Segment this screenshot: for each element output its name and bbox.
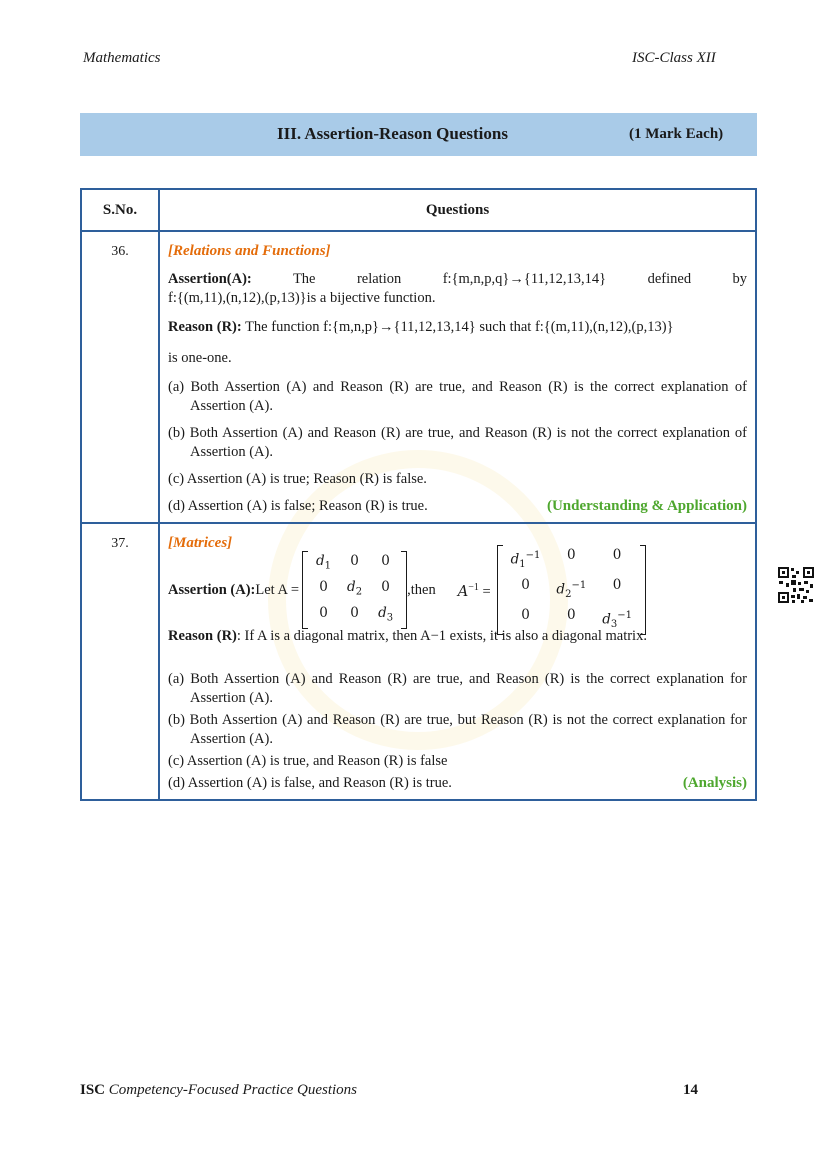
matrix-inv-cell: $d_3^{-1}$ [602, 610, 632, 631]
topic-label: [Matrices] [168, 535, 233, 551]
matrix-a-cell: 0 [381, 553, 390, 570]
then-text: ,then [407, 581, 436, 598]
questions-header: Questions [159, 189, 756, 231]
questions-table [80, 188, 757, 801]
option-b: (b) Both Assertion (A) and Reason (R) are true, and Reason (R) is not the correct explanation of Assertion (A). [168, 425, 747, 460]
table-row [81, 523, 756, 800]
matrix-a-cell: $d_1$ [316, 553, 332, 573]
reason-continuation: is one-one. [168, 350, 232, 366]
matrix-inv-cell: 0 [567, 607, 576, 624]
matrix-inv-cell: 0 [567, 546, 576, 563]
qr-code-icon [777, 566, 815, 604]
question-body [159, 523, 756, 800]
assertion-label: Assertion (A): [168, 581, 256, 598]
header-subject: Mathematics [83, 50, 161, 66]
assertion-matrix-row [168, 546, 747, 631]
sno-header: S.No. [81, 189, 159, 231]
footer-board: ISC [80, 1082, 106, 1098]
matrix-inv-cell: $d_2^{-1}$ [556, 579, 587, 601]
reason [168, 627, 747, 646]
matrix-a-cell: 0 [381, 579, 390, 596]
matrix-a-cell: 0 [319, 579, 328, 596]
reason-text: : If A is a diagonal matrix, then A−1 exists, it is also a diagonal matrix. [236, 628, 647, 644]
assertion-word: relation [356, 271, 402, 287]
assertion-word: defined [647, 271, 692, 287]
reason-label: Reason (R) [168, 628, 237, 644]
matrix-a-cell: 0 [350, 553, 359, 570]
competency-tag: (Understanding & Application) [546, 498, 747, 514]
matrix-inverse [497, 545, 646, 636]
assertion [168, 270, 747, 308]
option-d-row [168, 774, 747, 793]
reason-text: The function f:{m,n,p}→{11,12,13,14} such that f:{(m,11),(n,12),(p,13)} [241, 319, 674, 335]
option-a: (a) Both Assertion (A) and Reason (R) are true, and Reason (R) is the correct explanation for Assertion (A). [168, 671, 747, 706]
matrix-inv-cell: 0 [521, 607, 530, 624]
matrix-a-cell: 0 [319, 604, 328, 621]
question-number: 36. [81, 231, 159, 523]
option-d: (d) Assertion (A) is false; Reason (R) is true. [168, 498, 428, 514]
option-c: (c) Assertion (A) is true, and Reason (R) is false [168, 753, 448, 769]
matrix-inv-cell: 0 [521, 576, 530, 593]
header-class: ISC-Class XII [632, 50, 716, 66]
section-title: III. Assertion-Reason Questions [277, 124, 508, 143]
assertion-line: f:{(m,11),(n,12),(p,13)}is a bijective function. [168, 290, 436, 306]
question-body [159, 231, 756, 523]
table-header-row [81, 189, 756, 231]
matrix-inv-cell: $d_1^{-1}$ [510, 549, 541, 570]
matrix-inv-cell: 0 [612, 546, 622, 563]
matrix-a-cell: 0 [350, 604, 359, 621]
page-number: 14 [683, 1082, 698, 1098]
assertion-label: Assertion(A): [168, 271, 252, 287]
assertion-word: The [292, 271, 316, 287]
assertion-word: f:{m,n,p,q}→{11,12,13,14} [442, 271, 607, 287]
assertion-let: Let A = [255, 581, 300, 598]
matrix-a-cell: $d_2$ [347, 579, 363, 598]
table-row [81, 231, 756, 523]
reason [168, 318, 747, 337]
inverse-lhs: $A^{-1}$ = [457, 582, 491, 600]
assertion-line [168, 270, 747, 289]
reason-label: Reason (R): [168, 319, 242, 335]
section-marks: (1 Mark Each) [629, 126, 724, 142]
footer-title: Competency-Focused Practice Questions [108, 1082, 358, 1098]
option-b: (b) Both Assertion (A) and Reason (R) are true, but Reason (R) is not the correct explanation for Assertion (A). [168, 712, 747, 747]
option-d: (d) Assertion (A) is false, and Reason (R) is true. [168, 775, 452, 791]
matrix-a-cell: $d_3$ [378, 604, 394, 624]
question-number: 37. [81, 523, 159, 800]
topic-label: [Relations and Functions] [168, 243, 331, 259]
matrix-inv-cell: 0 [612, 576, 622, 593]
option-a: (a) Both Assertion (A) and Reason (R) are true, and Reason (R) is the correct explanation of Assertion (A). [168, 379, 747, 414]
matrix-a [302, 551, 407, 628]
option-c: (c) Assertion (A) is true; Reason (R) is false. [168, 471, 427, 487]
competency-tag: (Analysis) [682, 775, 747, 791]
footer [80, 1082, 357, 1099]
option-d-row [168, 497, 747, 516]
assertion-word: by [732, 271, 748, 287]
